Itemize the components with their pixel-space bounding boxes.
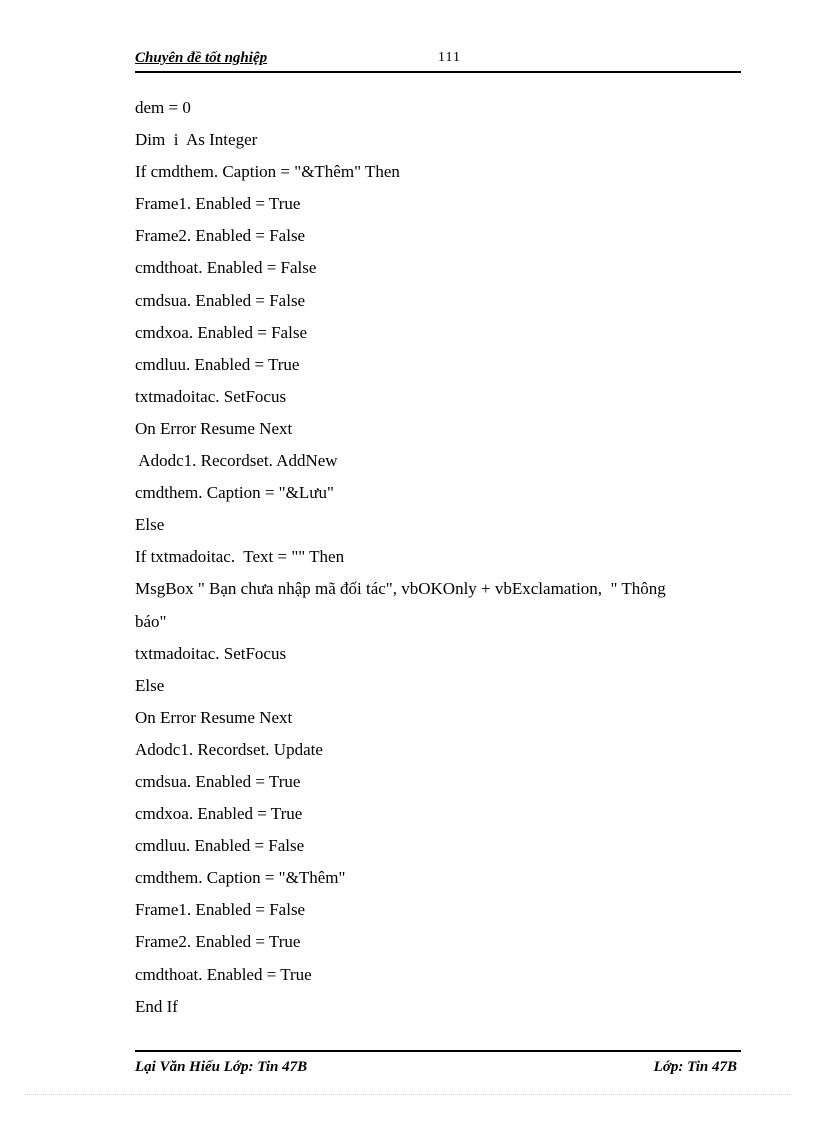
page-number: 111 xyxy=(438,50,461,65)
code-line: MsgBox " Bạn chưa nhập mã đối tác", vbOKOnly + vbExclamation, " Thông xyxy=(135,579,666,599)
code-line: cmdxoa. Enabled = False xyxy=(135,322,307,342)
code-line: dem = 0 xyxy=(135,98,191,117)
code-line: Adodc1. Recordset. AddNew xyxy=(135,451,338,471)
code-line: cmdthem. Caption = "&Lưu" xyxy=(135,483,334,503)
footer-author: Lại Văn Hiếu Lớp: Tin 47B xyxy=(135,1059,308,1075)
code-line: Dim i As Integer xyxy=(135,130,258,150)
code-line: Frame2. Enabled = True xyxy=(135,932,301,952)
code-line: báo" xyxy=(135,611,167,631)
code-line: cmdluu. Enabled = False xyxy=(135,836,305,856)
code-line: If cmdthem. Caption = "&Thêm" Then xyxy=(135,162,400,182)
code-line: Frame1. Enabled = True xyxy=(135,194,301,214)
code-line: cmdxoa. Enabled = True xyxy=(135,804,303,824)
code-line: Else xyxy=(135,515,165,535)
code-line: cmdsua. Enabled = False xyxy=(135,290,306,310)
header-title: Chuyên đề tốt nghiệp xyxy=(135,50,268,66)
code-line: cmdthoat. Enabled = False xyxy=(135,258,317,278)
code-line: txtmadoitac. SetFocus xyxy=(135,643,287,663)
code-line: cmdluu. Enabled = True xyxy=(135,354,300,374)
code-line: Frame2. Enabled = False xyxy=(135,226,306,246)
code-line: Adodc1. Recordset. Update xyxy=(135,739,323,759)
code-line: End If xyxy=(135,996,178,1016)
code-line: cmdthem. Caption = "&Thêm" xyxy=(135,868,346,888)
code-line: On Error Resume Next xyxy=(135,707,293,727)
code-line: On Error Resume Next xyxy=(135,418,293,438)
footer-class: Lớp: Tin 47B xyxy=(653,1059,737,1075)
code-line: If txtmadoitac. Text = "" Then xyxy=(135,547,345,567)
page-footer xyxy=(135,1050,741,1081)
code-line: Else xyxy=(135,675,165,695)
code-line: cmdthoat. Enabled = True xyxy=(135,964,312,984)
page-bottom-divider xyxy=(24,1094,792,1095)
code-listing xyxy=(135,92,741,1023)
code-line: cmdsua. Enabled = True xyxy=(135,771,301,791)
page-header xyxy=(135,48,741,73)
code-line: Frame1. Enabled = False xyxy=(135,900,306,920)
code-line: txtmadoitac. SetFocus xyxy=(135,386,287,406)
